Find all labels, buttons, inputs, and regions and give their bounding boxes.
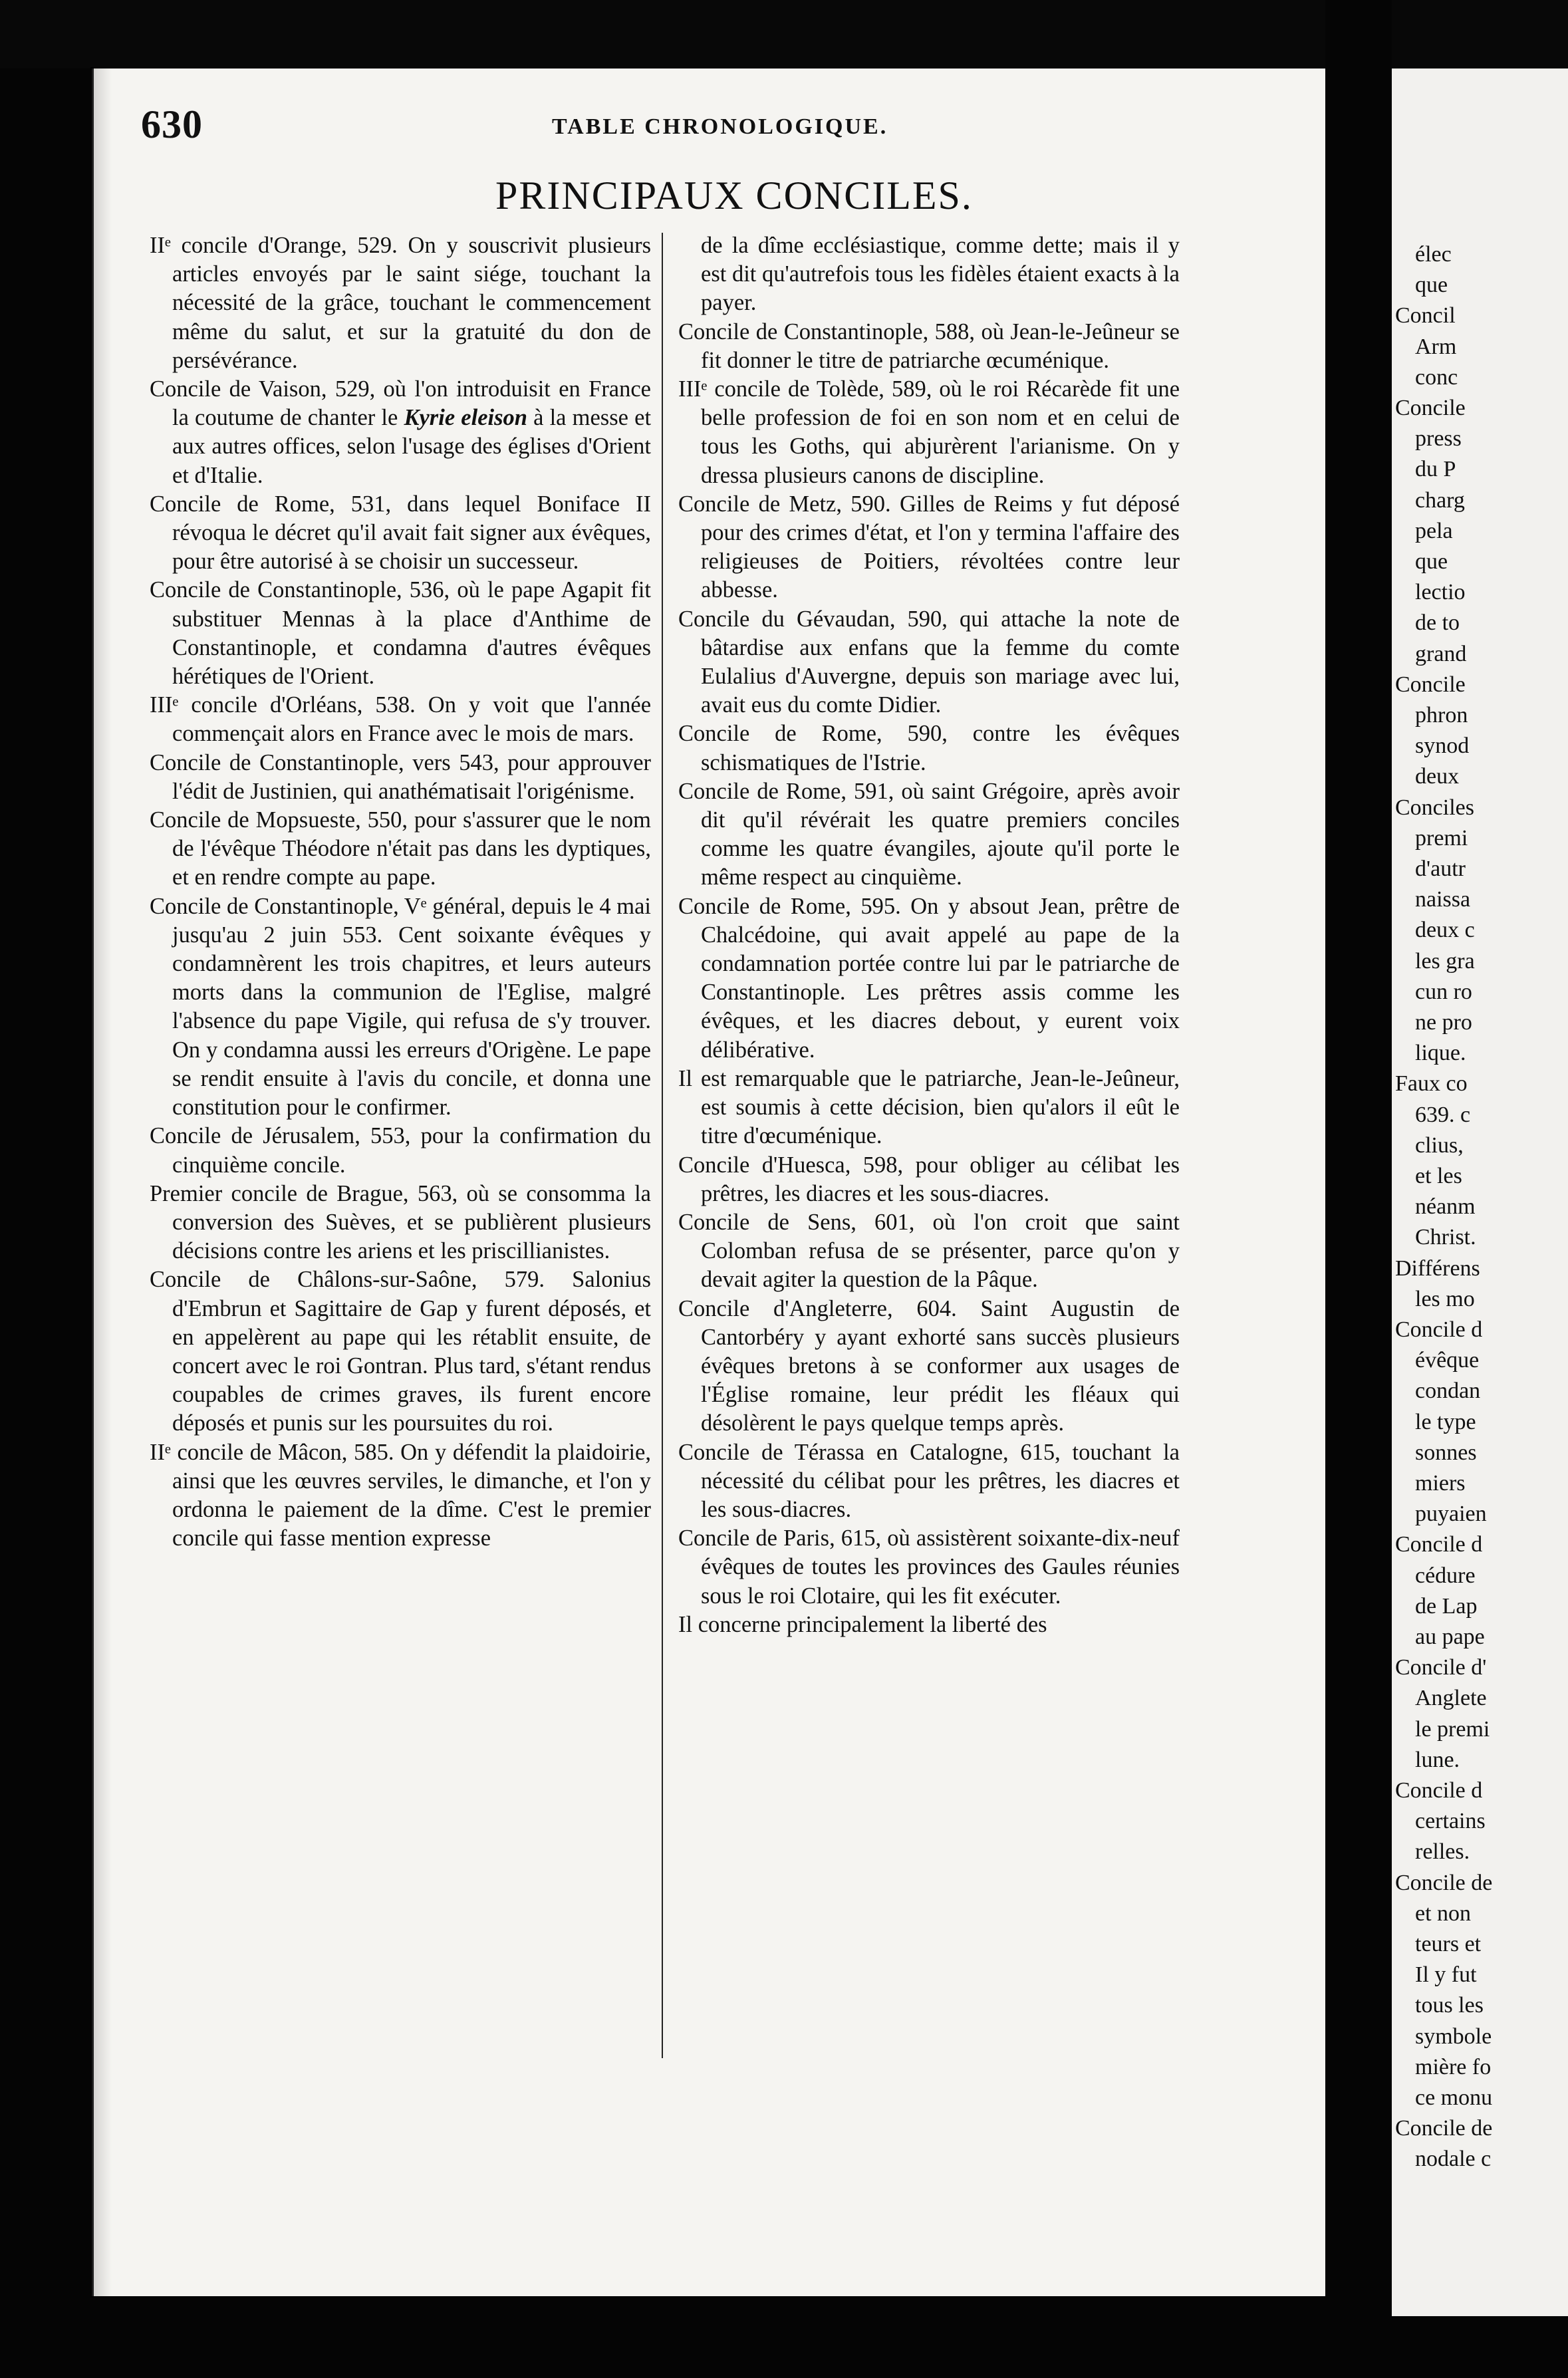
facing-page-line: press	[1415, 426, 1462, 452]
council-text: touchant la nécessité du célibat pour les prêtres, les diacres et les sous-diacres.	[701, 1439, 1180, 1522]
facing-page-line: au pape	[1415, 1625, 1485, 1649]
council-entry	[678, 892, 1180, 1065]
facing-page-line: d'autr	[1415, 857, 1466, 881]
council-heading: Premier concile de Brague, 563,	[150, 1180, 458, 1206]
council-entry	[150, 749, 651, 806]
council-entry	[678, 1611, 1180, 1639]
council-text: contre les évêques schismatiques de l'Istrie.	[701, 721, 1180, 775]
facing-page-line: lique.	[1415, 1041, 1466, 1066]
council-text: Il est remarquable que le patriarche, Jean-le-Jeûneur, est soumis à cette décision, bien qu'alors il eût le titre d'œcuménique.	[678, 1065, 1180, 1149]
facing-page-line: symbole	[1415, 2024, 1492, 2049]
right-column	[678, 231, 1180, 1639]
council-entry	[150, 231, 651, 375]
facing-page-line: naissa	[1415, 887, 1471, 912]
facing-page-line: lectio	[1415, 580, 1466, 605]
facing-page-line: que	[1415, 549, 1448, 574]
council-text: pour approuver l'édit de Justinien, qui anathématisait l'origénisme.	[172, 749, 651, 804]
facing-page-line: Concile d	[1395, 1317, 1483, 1342]
facing-page-line: deux	[1415, 764, 1460, 789]
council-text: où l'on introduisit en France la coutume de chanter le	[172, 376, 651, 431]
page-gutter-shadow	[92, 68, 112, 2296]
council-heading: Concile de Rome, 591,	[678, 778, 894, 804]
council-entry	[678, 1524, 1180, 1611]
council-text: où l'on croit que saint Colomban refusa de se présenter, parce qu'on y devait agiter la question de la Pâque.	[701, 1209, 1180, 1293]
council-text: de la dîme ecclésiastique, comme dette; mais il y est dit qu'autrefois tous les fidèles étaient exacts à la payer.	[701, 233, 1180, 316]
facing-page-line: Il y fut	[1415, 1962, 1477, 1988]
facing-page-line: cédure	[1415, 1563, 1476, 1588]
facing-page-line: grand	[1415, 641, 1467, 666]
facing-page-line: synod	[1415, 733, 1470, 759]
facing-page-line: Concil	[1395, 303, 1456, 329]
facing-page-line: pela	[1415, 518, 1453, 543]
facing-page-line: 639. c	[1415, 1102, 1471, 1127]
council-entry	[678, 1438, 1180, 1525]
council-text: où assistèrent soixante-dix-neuf évêques de toutes les provinces des Gaules réunies sous le roi Clotaire, qui les fit exécuter.	[701, 1525, 1180, 1609]
left-column	[150, 231, 651, 1553]
council-entry	[678, 375, 1180, 490]
facing-page-line: lune.	[1415, 1747, 1460, 1772]
facing-page-line: phron	[1415, 703, 1468, 727]
council-entry	[678, 777, 1180, 892]
council-text: dans lequel Boniface II révoqua le décret qu'il avait fait signer aux évêques, pour être autorisé à se choisir un successeur.	[172, 491, 651, 575]
council-heading: Concile de Constantinople, 588,	[678, 319, 976, 344]
council-text: pour la confirmation du cinquième concile.	[172, 1123, 651, 1178]
facing-page-line: nodale c	[1415, 2147, 1492, 2172]
facing-page-line: de to	[1415, 610, 1460, 636]
council-heading: Concile de Térassa en Catalogne, 615,	[678, 1439, 1061, 1465]
council-text: depuis le 4 mai jusqu'au 2 juin 553. Cent soixante évêques y condamnèrent les trois chapitres, et leurs auteurs morts dans la communion de l'Eglise, malgré l'absence du pape Vigile, qui refusa de s'y trouver. On y condamna aussi les erreurs d'Origène. Le pape se rendit ensuite à l'avis du concile, et donna une constitution pour le confirmer.	[172, 893, 651, 1121]
council-entry	[150, 1265, 651, 1438]
scan-gap	[1325, 0, 1392, 2378]
facing-page-line: les mo	[1415, 1286, 1475, 1311]
council-text: On y défendit la plaidoirie, ainsi que les œuvres serviles, le dimanche, et l'on y ordonna le paiement de la dîme. C'est le premier concile qui fasse mention expresse	[172, 1439, 651, 1551]
facing-page-line: certains	[1415, 1809, 1486, 1834]
council-entry	[678, 1295, 1180, 1438]
council-entry	[678, 605, 1180, 720]
facing-page-line: premi	[1415, 825, 1468, 851]
council-heading: Concile de Mopsueste, 550,	[150, 807, 408, 833]
facing-page-line: élec	[1415, 242, 1452, 267]
council-text: pour obliger au célibat les prêtres, les diacres et les sous-diacres.	[701, 1152, 1180, 1206]
council-heading: Concile de Jérusalem, 553,	[150, 1123, 411, 1149]
council-text: Il concerne principalement la liberté des	[678, 1611, 1047, 1637]
facing-page-line: condan	[1415, 1379, 1481, 1404]
council-heading: IIIᵉ concile d'Orléans, 538.	[150, 692, 416, 718]
council-heading: Concile de Rome, 531,	[150, 491, 392, 517]
facing-page-line: Concile d'	[1395, 1655, 1487, 1680]
council-heading: Concile du Gévaudan, 590,	[678, 606, 948, 632]
facing-page-line: Concile	[1395, 672, 1466, 697]
council-text: où le pape Agapit fit substituer Mennas à la place d'Anthime de Constantinople, et condamna d'autres évêques hérétiques de l'Orient.	[172, 577, 652, 690]
facing-page-line: Différens	[1395, 1255, 1480, 1281]
council-heading: Concile de Sens, 601,	[678, 1209, 915, 1235]
facing-page-line: évêque	[1415, 1348, 1480, 1373]
facing-page-line: charg	[1415, 487, 1465, 513]
council-text: où Jean-le-Jeûneur se fit donner le titre de patriarche œcuménique.	[701, 319, 1180, 373]
facing-page-line: miers	[1415, 1471, 1466, 1496]
council-heading: Concile de Vaison, 529,	[150, 376, 376, 402]
facing-page-line: de Lap	[1415, 1593, 1478, 1619]
council-heading: Concile de Paris, 615,	[678, 1525, 882, 1551]
facing-page-line: deux c	[1415, 918, 1475, 943]
facing-page-line: Faux co	[1395, 1071, 1468, 1097]
council-heading: IIᵉ concile d'Orange, 529.	[150, 233, 398, 258]
council-entry	[678, 1151, 1180, 1208]
council-heading: Concile de Châlons-sur-Saône, 579.	[150, 1267, 545, 1293]
facing-page-line: tous les	[1415, 1993, 1484, 2018]
facing-page-line: ne pro	[1415, 1010, 1472, 1035]
facing-page-line: Arm	[1415, 334, 1457, 359]
facing-page-line: relles.	[1415, 1839, 1470, 1865]
council-entry	[150, 691, 651, 748]
facing-page-line: mière fo	[1415, 2054, 1492, 2079]
council-entry	[150, 490, 651, 577]
facing-page-line: cun ro	[1415, 979, 1472, 1004]
council-entry	[150, 1438, 651, 1553]
council-heading: Concile de Rome, 595.	[678, 893, 901, 919]
council-text: On y souscrivit plusieurs articles envoyés par le saint siége, touchant la nécessité de la grâce, touchant le commencement même du salut, et sur la gratuité du don de persévérance.	[172, 233, 651, 373]
council-heading: Concile de Metz, 590.	[678, 491, 891, 517]
facing-page-line: Christ.	[1415, 1225, 1476, 1250]
facing-page-line: néanm	[1415, 1194, 1476, 1220]
facing-page-line: les gra	[1415, 948, 1475, 974]
council-text: où le roi Récarède fit une belle profession de foi en son nom et en celui de tous les Goths, qui abjurèrent l'arianisme. On y dressa plusieurs canons de discipline.	[701, 376, 1180, 488]
facing-page-line: clius,	[1415, 1132, 1464, 1158]
facing-page-line: et les	[1415, 1164, 1462, 1188]
council-entry	[678, 1208, 1180, 1295]
council-text: où se consomma la conversion des Suèves, et se publièrent plusieurs décisions contre les ariens et les priscillianistes.	[172, 1180, 651, 1264]
council-entry	[150, 1122, 651, 1179]
page-number: 630	[141, 102, 203, 146]
section-title: PRINCIPAUX CONCILES.	[495, 174, 973, 217]
council-entry	[678, 720, 1180, 777]
council-text-tail: à la messe et aux autres offices, selon l'usage des églises d'Orient et d'Italie.	[172, 405, 652, 488]
facing-page-line: et non	[1415, 1901, 1472, 1926]
facing-page-line: teurs et	[1415, 1932, 1482, 1956]
facing-page-line: Concile de	[1395, 2116, 1493, 2141]
council-text: Salonius d'Embrun et Sagittaire de Gap y furent déposés, et en appelèrent au pape qui les rétablit ensuite, de concert avec le roi Gontran. Plus tard, s'étant rendus coupables de crimes graves, ils furent encore déposés et punis sur les poursuites du roi.	[172, 1267, 651, 1436]
council-text: Saint Augustin de Cantorbéry y ayant exhorté sans succès plusieurs évêques bretons à se conformer aux usages de l'Église romaine, leur prédit les fléaux qui désolèrent le pays quelque temps après.	[701, 1295, 1180, 1436]
council-entry	[678, 231, 1180, 318]
council-text: qui attache la note de bâtardise aux enfans que la femme du comte Eulalius d'Auvergne, depuis son mariage avec lui, avait eus du comte Didier.	[701, 606, 1180, 718]
council-heading: IIIᵉ concile de Tolède, 589,	[678, 376, 932, 402]
facing-page	[1392, 68, 1568, 2316]
column-rule	[662, 233, 663, 2058]
council-heading: Concile de Constantinople, vers 543,	[150, 749, 499, 775]
council-text: où saint Grégoire, après avoir dit qu'il révérait les quatre premiers conciles comme les quatre évangiles, ajoute qu'il porte le même respect au cinquième.	[701, 778, 1180, 890]
facing-page-line: Conciles	[1395, 795, 1474, 820]
running-head: TABLE CHRONOLOGIQUE.	[552, 114, 888, 139]
council-entry	[678, 318, 1180, 375]
council-entry	[150, 1180, 651, 1266]
council-heading: Concile de Rome, 590,	[678, 721, 948, 747]
facing-page-line: ce monu	[1415, 2085, 1493, 2110]
council-heading: IIᵉ concile de Mâcon, 585.	[150, 1439, 394, 1465]
facing-page-line: Concile d	[1395, 1532, 1483, 1557]
council-heading: Concile d'Angleterre, 604.	[678, 1295, 957, 1321]
facing-page-line: Anglete	[1415, 1686, 1487, 1711]
facing-page-line: le type	[1415, 1409, 1476, 1434]
council-text: On y absout Jean, prêtre de Chalcédoine, qui avait appelé au pape de la condamnation portée contre lui par le patriarche de Constantinople. Les prêtres assis comme les évêques, et les diacres debout, y eurent voix délibérative.	[701, 893, 1180, 1063]
council-text: pour s'assurer que le nom de l'évêque Théodore n'était pas dans les dyptiques, et en rendre compte au pape.	[172, 807, 651, 890]
italic-phrase: Kyrie eleison	[404, 405, 527, 431]
facing-page-line: puyaien	[1415, 1502, 1487, 1527]
council-entry	[150, 892, 651, 1123]
council-entry	[150, 806, 651, 892]
council-heading: Concile d'Huesca, 598,	[678, 1152, 904, 1178]
council-entry	[678, 1065, 1180, 1151]
facing-page-line: le premi	[1415, 1716, 1490, 1742]
council-text: Gilles de Reims y fut déposé pour des crimes d'état, et l'on y termina l'affaire des religieuses de Poitiers, révoltées contre leur abbesse.	[701, 491, 1180, 603]
facing-page-line: Concile d	[1395, 1778, 1483, 1803]
council-heading: Concile de Constantinople, 536,	[150, 577, 450, 603]
facing-page-line: conc	[1415, 364, 1458, 390]
facing-page-line: que	[1415, 273, 1448, 298]
council-entry	[678, 490, 1180, 605]
facing-page-line: Concile de	[1395, 1870, 1493, 1895]
facing-page-line: du P	[1415, 457, 1456, 482]
council-entry	[150, 576, 651, 691]
facing-page-line: Concile	[1395, 396, 1466, 420]
council-heading: Concile de Constantinople, Vᵉ général,	[150, 893, 506, 919]
facing-page-line: sonnes	[1415, 1440, 1477, 1465]
council-entry	[150, 375, 651, 490]
council-text: On y voit que l'année commençait alors en France avec le mois de mars.	[172, 692, 652, 747]
